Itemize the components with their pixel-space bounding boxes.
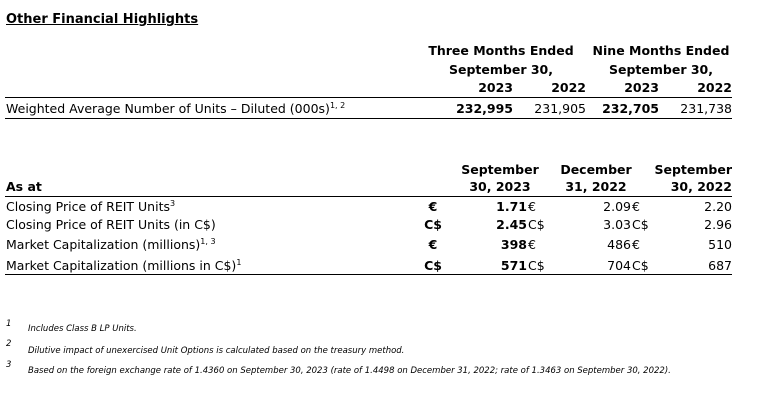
row-label: Closing Price of REIT Units$^3$ (6, 199, 176, 214)
currency-symbol: C$ (424, 258, 442, 273)
value-sep-2023: 571 (500, 258, 527, 273)
footnote-text: Based on the foreign exchange rate of 1.4360 on September 30, 2023 (rate of 1.4498 on December 31, 2022; rate of 1.3463 on September 30, 2022). (28, 366, 671, 376)
col-header-sep-2022-line2: 30, 2022 (670, 179, 732, 194)
value-sep-2022: 2.96 (704, 217, 732, 232)
footnote-number: 1 (6, 319, 12, 329)
currency-symbol: C$ (424, 217, 442, 232)
value-sep-2022: 510 (708, 237, 732, 252)
col-header-sep-2022-line1: September (654, 162, 732, 177)
value-currency-sep-2023: € (528, 199, 536, 214)
header-nine-months-line2: September 30, (609, 62, 713, 77)
value-currency-sep-2023: C$ (528, 217, 545, 232)
col-header-sep-2023-line2: 30, 2023 (469, 179, 531, 194)
col-header-sep-2023-line1: September (461, 162, 539, 177)
value-currency-dec-2022: C$ (632, 258, 649, 273)
footnote-number: 2 (6, 339, 12, 349)
table2-bottom-rule (5, 274, 732, 275)
value-sep-2023: 1.71 (496, 199, 527, 214)
footnote-text: Dilutive impact of unexercised Unit Options is calculated based on the treasury method. (28, 346, 405, 356)
value-dec-2022: 2.09 (603, 199, 631, 214)
row-label: Market Capitalization (millions in C$)$^1$ (6, 258, 242, 273)
year-header: 2022 (697, 80, 732, 95)
table1-top-rule (5, 97, 732, 98)
header-three-months-line2: September 30, (449, 62, 553, 77)
year-header: 2022 (551, 80, 586, 95)
value-cell: 231,738 (680, 101, 732, 116)
col-header-dec-2022-line2: 31, 2022 (565, 179, 627, 194)
value-currency-sep-2023: C$ (528, 258, 545, 273)
year-header: 2023 (478, 80, 513, 95)
row-label-weighted-units: Weighted Average Number of Units – Diluted $(000s)^{1, 2}$ (6, 101, 346, 116)
table1-bottom-rule (5, 118, 732, 119)
value-cell: 232,705 (602, 101, 659, 116)
page-title: Other Financial Highlights (6, 12, 199, 27)
table2-top-rule (5, 196, 732, 197)
value-sep-2022: 687 (708, 258, 732, 273)
value-currency-dec-2022: € (632, 199, 640, 214)
value-cell: 231,905 (534, 101, 586, 116)
as-at-label: As at (6, 179, 42, 194)
value-sep-2023: 398 (500, 237, 527, 252)
footnote-number: 3 (6, 360, 12, 370)
col-header-dec-2022-line1: December (560, 162, 632, 177)
header-three-months-line1: Three Months Ended (428, 43, 574, 58)
year-header: 2023 (624, 80, 659, 95)
value-cell: 232,995 (456, 101, 513, 116)
value-sep-2023: 2.45 (496, 217, 527, 232)
currency-symbol: € (428, 199, 438, 214)
value-currency-dec-2022: € (632, 237, 640, 252)
currency-symbol: € (428, 237, 438, 252)
header-nine-months-line1: Nine Months Ended (592, 43, 730, 58)
value-currency-dec-2022: C$ (632, 217, 649, 232)
row-label: Closing Price of REIT Units (in C$) (6, 217, 216, 232)
value-sep-2022: 2.20 (704, 199, 732, 214)
row-label: Market Capitalization (millions)$^{1, 3}$ (6, 237, 216, 252)
value-dec-2022: 3.03 (603, 217, 631, 232)
value-dec-2022: 704 (607, 258, 631, 273)
value-currency-sep-2023: € (528, 237, 536, 252)
value-dec-2022: 486 (607, 237, 631, 252)
footnote-text: Includes Class B LP Units. (28, 324, 137, 334)
